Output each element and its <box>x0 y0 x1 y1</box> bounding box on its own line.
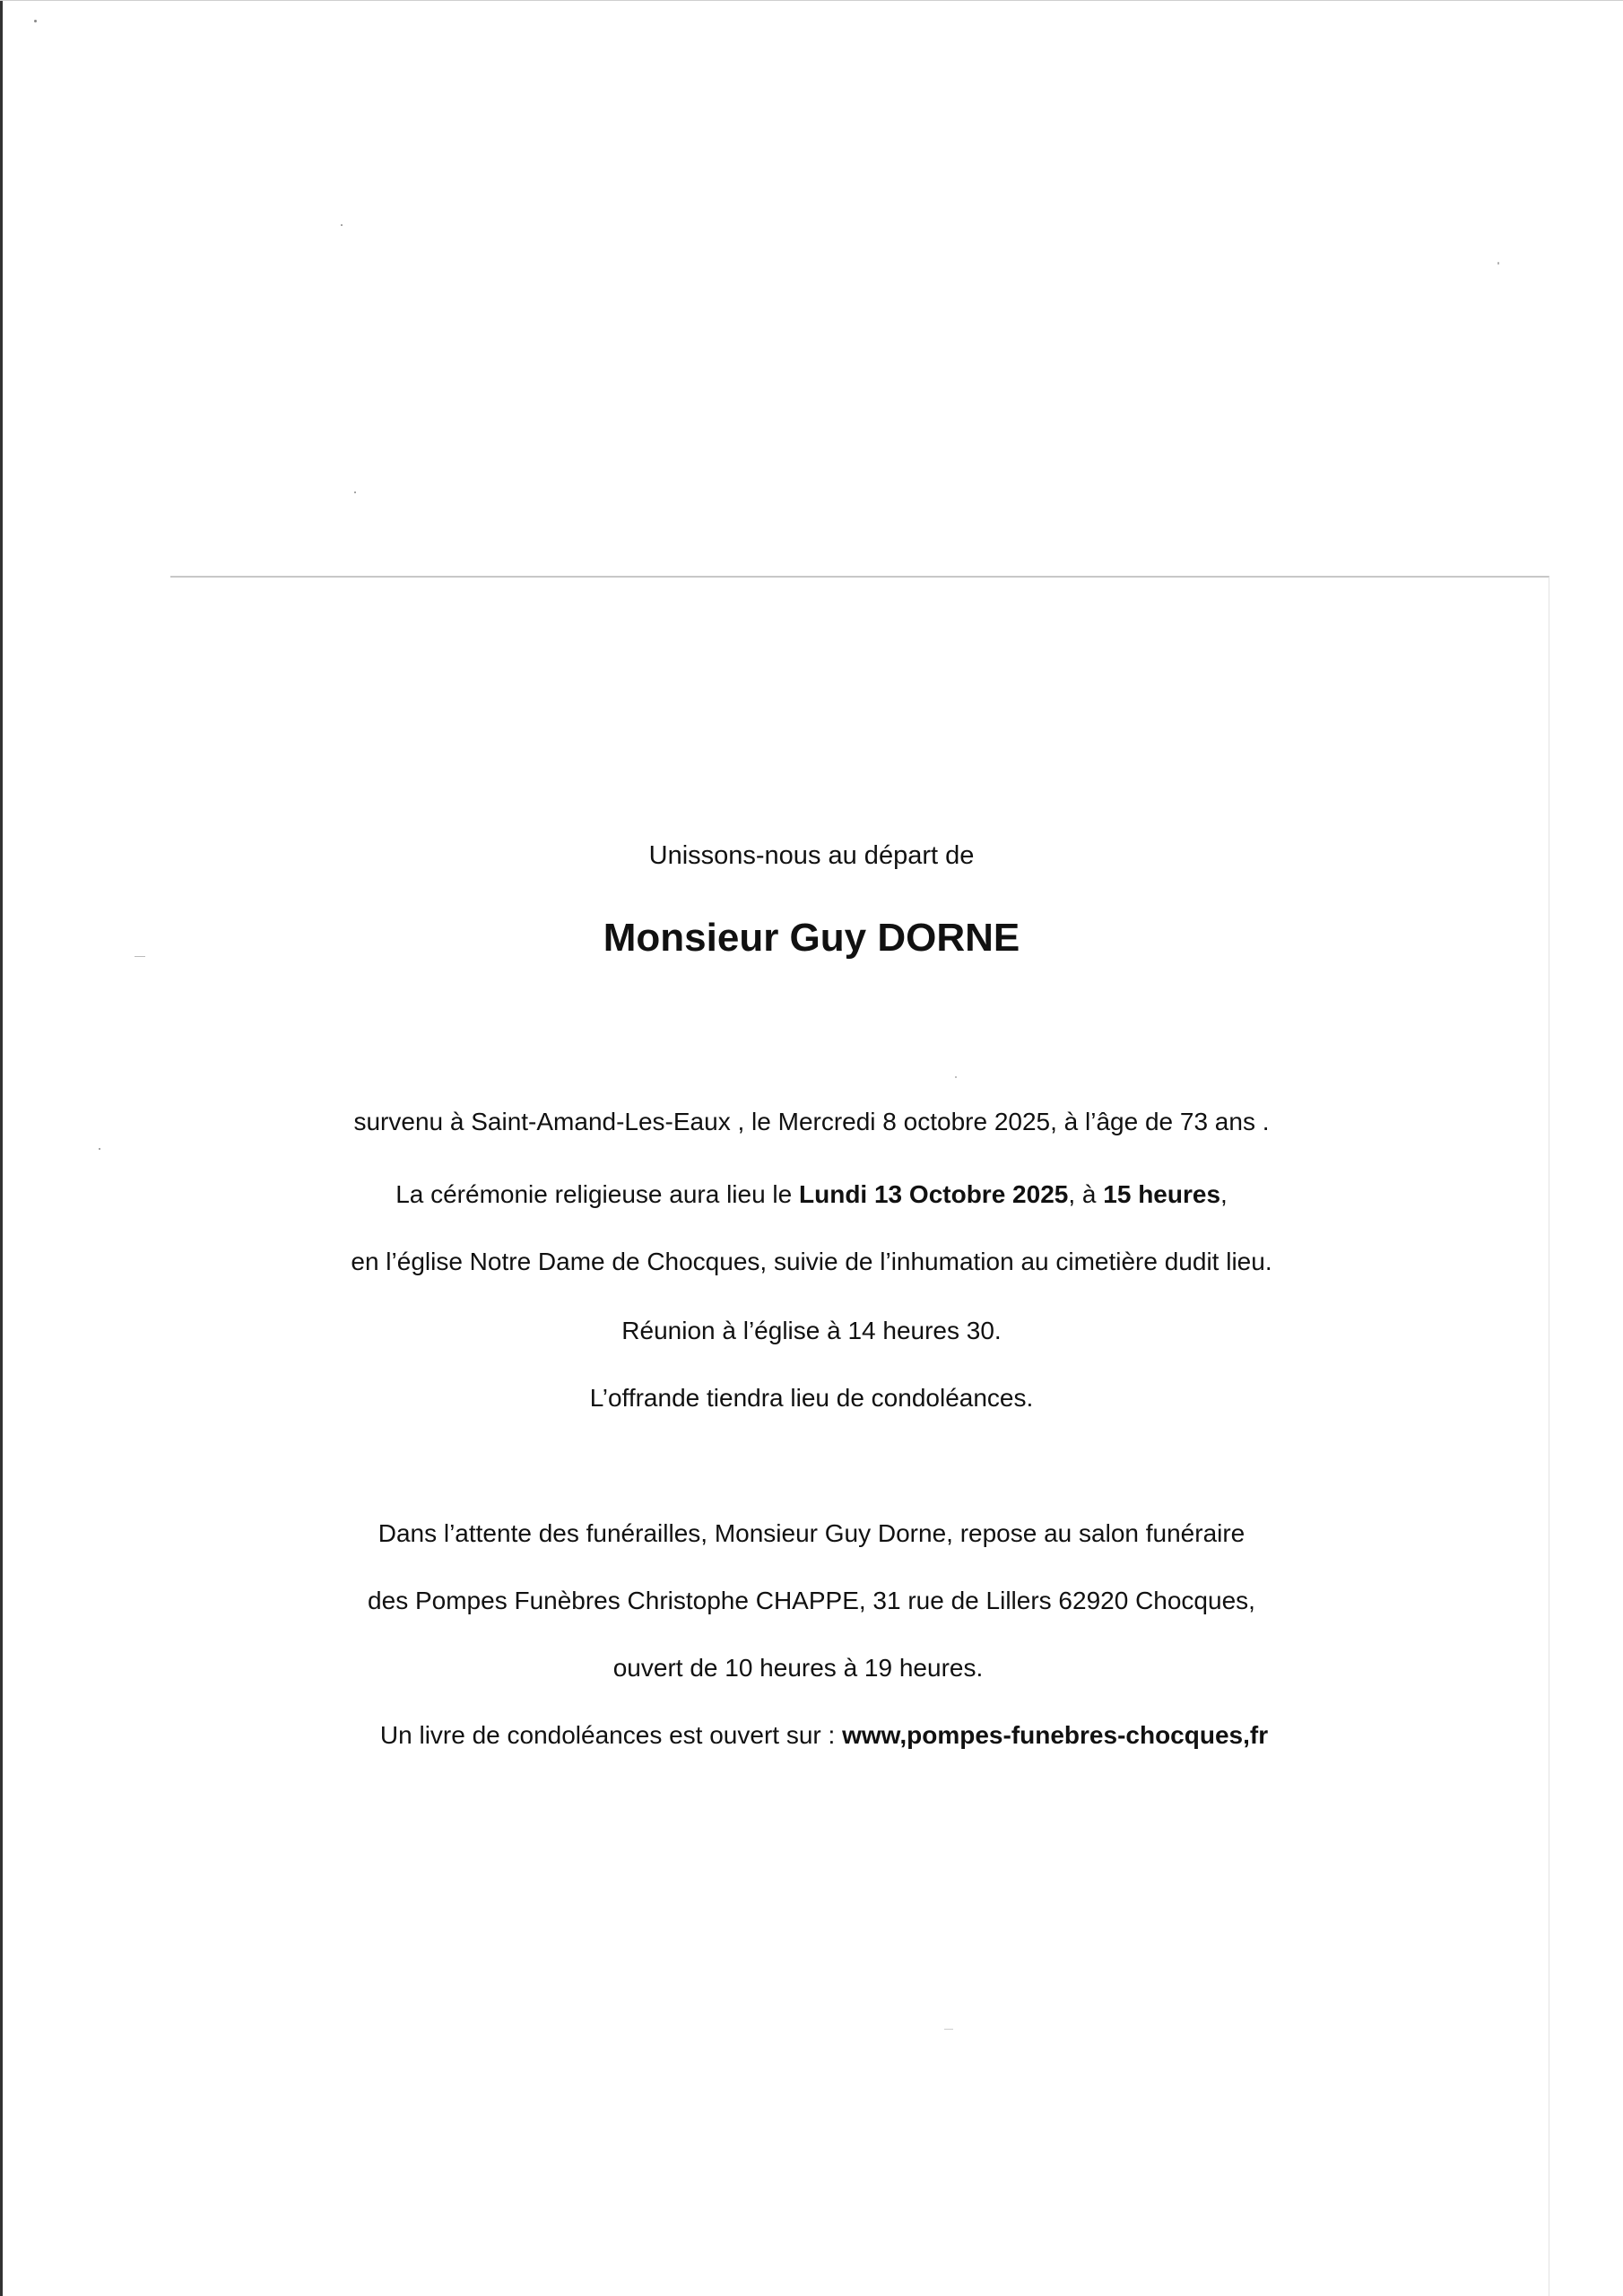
scan-speck <box>955 1076 957 1078</box>
scan-speck <box>944 2029 953 2030</box>
church-line: en l’église Notre Dame de Chocques, suivie de l’inhumation au cimetière dudit lieu. <box>351 1248 1272 1275</box>
ceremony-date: Lundi 13 Octobre 2025 <box>799 1180 1069 1208</box>
scan-speck <box>1497 262 1499 265</box>
paper-sheet-outline <box>170 576 1549 2296</box>
notice-heading: Unissons-nous au départ de <box>648 841 975 870</box>
ceremony-middle: , à <box>1068 1180 1104 1208</box>
meeting-line: Réunion à l’église à 14 heures 30. <box>621 1317 1002 1344</box>
scan-edge-top <box>0 0 1623 1</box>
death-details-line: survenu à Saint-Amand-Les-Eaux , le Mercredi 8 octobre 2025, à l’âge de 73 ans . <box>353 1108 1270 1135</box>
offering-line: L’offrande tiendra lieu de condoléances. <box>589 1384 1034 1412</box>
scan-speck <box>99 1148 100 1150</box>
scan-speck <box>341 224 343 226</box>
scan-edge-left <box>0 0 3 2296</box>
funeral-home-line: des Pompes Funèbres Christophe CHAPPE, 31 rue de Lillers 62920 Chocques, <box>368 1587 1255 1614</box>
waiting-line: Dans l’attente des funérailles, Monsieur Guy Dorne, repose au salon funéraire <box>378 1519 1245 1547</box>
ceremony-prefix: La cérémonie religieuse aura lieu le <box>395 1180 800 1208</box>
deceased-name: Monsieur Guy DORNE <box>603 916 1020 960</box>
ceremony-line <box>0 1178 1623 1211</box>
condolence-book-url: www,pompes-funebres-chocques,fr <box>842 1721 1269 1749</box>
scan-speck <box>354 491 356 493</box>
condolence-book-line <box>13 1719 1623 1752</box>
ceremony-time: 15 heures <box>1103 1180 1221 1208</box>
hours-line: ouvert de 10 heures à 19 heures. <box>612 1654 984 1682</box>
scan-speck <box>34 20 37 22</box>
ceremony-suffix: , <box>1220 1180 1228 1208</box>
condolence-book-text: Un livre de condoléances est ouvert sur : <box>379 1721 843 1749</box>
